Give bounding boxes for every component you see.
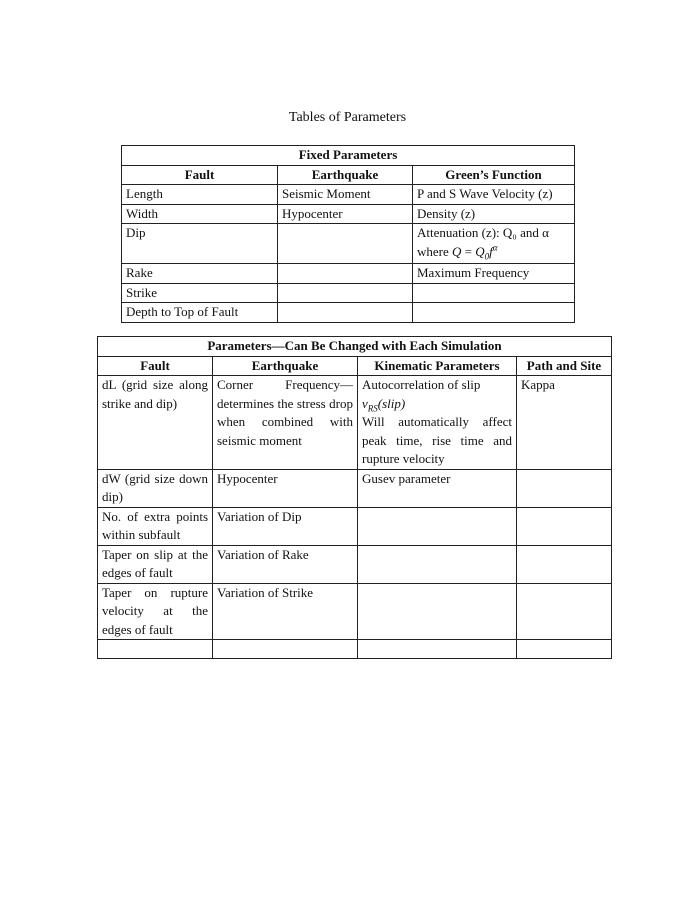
table-cell: Hypocenter bbox=[278, 204, 413, 224]
table-cell bbox=[413, 283, 575, 303]
table-cell bbox=[358, 640, 517, 659]
table-row bbox=[98, 583, 612, 640]
header-row bbox=[122, 165, 575, 185]
formula-lhs: Q bbox=[452, 243, 462, 259]
fixed-parameters-table bbox=[121, 145, 575, 323]
table-cell: dW (grid size down dip) bbox=[98, 469, 213, 507]
table-cell: Rake bbox=[122, 264, 278, 284]
table-row bbox=[122, 224, 575, 264]
table-cell bbox=[213, 640, 358, 659]
table-cell: Depth to Top of Fault bbox=[122, 303, 278, 323]
table-cell: Hypocenter bbox=[213, 469, 358, 507]
page-title: Tables of Parameters bbox=[288, 110, 407, 125]
table-cell bbox=[98, 640, 213, 659]
column-header: Fault bbox=[122, 165, 278, 185]
table-cell: dL (grid size along strike and dip) bbox=[98, 376, 213, 470]
table-row bbox=[98, 507, 612, 545]
table-row bbox=[122, 264, 575, 284]
autocorrelation-text: Autocorrelation of slip bbox=[362, 377, 481, 392]
table-row bbox=[98, 640, 612, 659]
column-header: Path and Site bbox=[517, 356, 612, 376]
formula-subscript: RS bbox=[367, 403, 378, 414]
column-header: Fault bbox=[98, 356, 213, 376]
attenuation-formula bbox=[417, 243, 570, 262]
table-cell bbox=[517, 545, 612, 583]
table-caption-row bbox=[98, 337, 612, 357]
table-cell bbox=[278, 224, 413, 264]
attenuation-cell bbox=[413, 224, 575, 264]
table-cell: Gusev parameter bbox=[358, 469, 517, 507]
header-row bbox=[98, 356, 612, 376]
table-cell: Taper on rupture velocity at the edges of fault bbox=[98, 583, 213, 640]
table-cell bbox=[358, 545, 517, 583]
table-cell: P and S Wave Velocity (z) bbox=[413, 185, 575, 205]
table-cell: Variation of Dip bbox=[213, 507, 358, 545]
table-cell: Width bbox=[122, 204, 278, 224]
table-cell: Maximum Frequency bbox=[413, 264, 575, 284]
autocorrelation-note: Will automatically affect peak time, rise time and rupture velocity bbox=[362, 414, 512, 466]
table-cell bbox=[358, 583, 517, 640]
table-caption: Parameters—Can Be Changed with Each Simulation bbox=[98, 337, 612, 357]
table-row bbox=[122, 185, 575, 205]
table-cell: Kappa bbox=[517, 376, 612, 470]
table-row bbox=[98, 469, 612, 507]
table-cell bbox=[278, 283, 413, 303]
table-cell: Variation of Strike bbox=[213, 583, 358, 640]
formula-base: Q bbox=[475, 243, 485, 259]
formula-exponent: α bbox=[492, 242, 498, 253]
table-row bbox=[122, 204, 575, 224]
formula-equals: = bbox=[464, 243, 472, 259]
table-cell: Density (z) bbox=[413, 204, 575, 224]
table-cell bbox=[517, 640, 612, 659]
table-cell bbox=[278, 264, 413, 284]
column-header: Kinematic Parameters bbox=[358, 356, 517, 376]
table-cell bbox=[517, 507, 612, 545]
table-cell: No. of extra points within subfault bbox=[98, 507, 213, 545]
column-header: Earthquake bbox=[213, 356, 358, 376]
formula-arg: (slip) bbox=[377, 395, 406, 411]
table-cell bbox=[278, 303, 413, 323]
table-caption-row bbox=[122, 146, 575, 166]
table-cell: Strike bbox=[122, 283, 278, 303]
column-header: Green’s Function bbox=[413, 165, 575, 185]
table-row bbox=[122, 283, 575, 303]
table-cell: Seismic Moment bbox=[278, 185, 413, 205]
table-caption: Fixed Parameters bbox=[122, 146, 575, 166]
autocorrelation-formula bbox=[362, 395, 512, 414]
variable-parameters-table bbox=[97, 336, 612, 659]
table-row bbox=[98, 376, 612, 470]
table-cell bbox=[413, 303, 575, 323]
formula-v: v bbox=[362, 395, 368, 411]
kinematic-cell bbox=[358, 376, 517, 470]
attenuation-text: Attenuation (z): Q₀ and α bbox=[417, 225, 549, 240]
table-cell: Variation of Rake bbox=[213, 545, 358, 583]
formula-f: f bbox=[489, 243, 493, 259]
table-row bbox=[122, 303, 575, 323]
table-cell: Length bbox=[122, 185, 278, 205]
table-cell: Corner Frequency—determines the stress drop when combined with seismic moment bbox=[213, 376, 358, 470]
table-cell: Taper on slip at the edges of fault bbox=[98, 545, 213, 583]
table-cell bbox=[517, 583, 612, 640]
table-cell: Dip bbox=[122, 224, 278, 264]
formula-subscript: 0 bbox=[484, 251, 490, 262]
column-header: Earthquake bbox=[278, 165, 413, 185]
table-row bbox=[98, 545, 612, 583]
table-cell bbox=[517, 469, 612, 507]
formula-prefix: where bbox=[417, 243, 449, 259]
table-cell bbox=[358, 507, 517, 545]
